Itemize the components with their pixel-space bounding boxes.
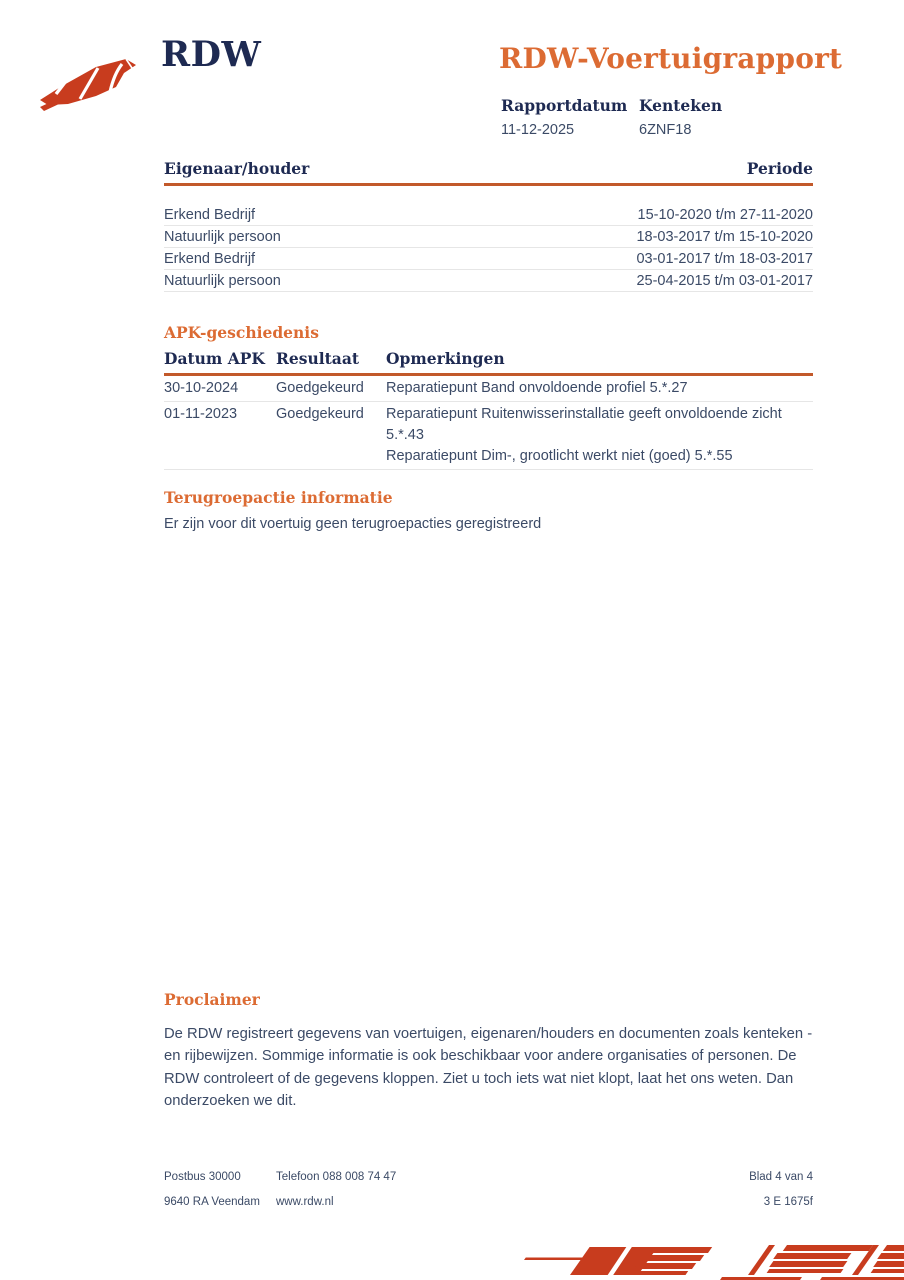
license-plate-label: Kenteken xyxy=(639,96,723,115)
owner-table-body xyxy=(164,204,813,292)
owner-column-header: Eigenaar/houder xyxy=(164,159,310,178)
proclaimer-body: De RDW registreert gegevens van voertuigen, eigenaren/houders en documenten zoals kenteken - en rijbewijzen. Sommige informatie is ook beschikbaar voor andere organisaties of personen. De RDW controleert of de gegevens kloppen. Ziet u toch iets wat niet klopt, laat het ons weten. Dan onderzoeken we dit. xyxy=(164,1026,813,1110)
footer-city: 9640 RA Veendam xyxy=(164,1196,260,1208)
table-row xyxy=(164,270,813,292)
page-title: RDW-Voertuigrapport xyxy=(499,42,843,75)
apk-remark-line: Reparatiepunt Band onvoldoende profiel 5.*.27 xyxy=(386,380,688,396)
owner-cell: Natuurlijk persoon xyxy=(164,273,281,289)
owner-table-header xyxy=(164,159,813,186)
footer-page-indicator: Blad 4 van 4 xyxy=(749,1171,813,1183)
license-plate-value: 6ZNF18 xyxy=(639,122,692,138)
table-row xyxy=(164,226,813,248)
report-date-label: Rapportdatum xyxy=(501,96,628,115)
table-row xyxy=(164,248,813,270)
period-cell: 18-03-2017 t/m 15-10-2020 xyxy=(636,229,813,245)
apk-table-header xyxy=(164,349,813,376)
page-footer xyxy=(164,1171,813,1221)
apk-date-cell: 30-10-2024 xyxy=(164,380,239,396)
period-cell: 25-04-2015 t/m 03-01-2017 xyxy=(636,273,813,289)
apk-remark-line: Reparatiepunt Ruitenwisserinstallatie geeft onvoldoende zicht 5.*.43 xyxy=(386,406,782,443)
footer-line-1 xyxy=(164,1171,813,1183)
apk-remarks-cell xyxy=(386,378,813,399)
footer-website: www.rdw.nl xyxy=(276,1196,334,1208)
proclaimer-heading: Proclaimer xyxy=(164,990,260,1009)
apk-date-cell: 01-11-2023 xyxy=(164,406,238,422)
report-date-value: 11-12-2025 xyxy=(501,122,575,138)
period-column-header: Periode xyxy=(746,159,813,178)
recall-section-heading: Terugroepactie informatie xyxy=(164,488,393,507)
apk-history-section xyxy=(164,323,813,470)
apk-date-column-header: Datum APK xyxy=(164,349,265,368)
period-cell: 03-01-2017 t/m 18-03-2017 xyxy=(636,251,813,267)
proclaimer-section xyxy=(164,990,819,1113)
rdw-speed-stripes-decoration-icon xyxy=(522,1239,904,1280)
rdw-bird-logo-icon xyxy=(38,54,148,114)
apk-result-column-header: Resultaat xyxy=(276,349,360,368)
owner-cell: Natuurlijk persoon xyxy=(164,229,281,245)
owner-table xyxy=(164,159,813,292)
report-date-block xyxy=(501,96,627,138)
footer-line-2 xyxy=(164,1196,813,1208)
apk-result-cell: Goedgekeurd xyxy=(276,380,364,396)
period-cell: 15-10-2020 t/m 27-11-2020 xyxy=(637,207,813,223)
license-plate-block xyxy=(639,96,722,138)
owner-cell: Erkend Bedrijf xyxy=(164,251,256,267)
owner-cell: Erkend Bedrijf xyxy=(164,207,256,223)
table-row xyxy=(164,402,813,470)
apk-remarks-column-header: Opmerkingen xyxy=(386,349,505,368)
apk-section-heading: APK-geschiedenis xyxy=(164,323,319,342)
apk-remarks-cell xyxy=(386,404,813,467)
footer-postbus: Postbus 30000 xyxy=(164,1171,241,1183)
apk-result-cell: Goedgekeurd xyxy=(276,406,364,422)
footer-phone: Telefoon 088 008 74 47 xyxy=(276,1171,397,1183)
recall-section-body: Er zijn voor dit voertuig geen terugroepacties geregistreerd xyxy=(164,516,542,532)
apk-remark-line: Reparatiepunt Dim-, grootlicht werkt niet (goed) 5.*.55 xyxy=(386,448,733,464)
table-row xyxy=(164,376,813,402)
footer-form-code: 3 E 1675f xyxy=(763,1196,813,1208)
recall-info-section xyxy=(164,488,813,532)
rdw-logo-wordmark: RDW xyxy=(161,34,262,75)
table-row xyxy=(164,204,813,226)
